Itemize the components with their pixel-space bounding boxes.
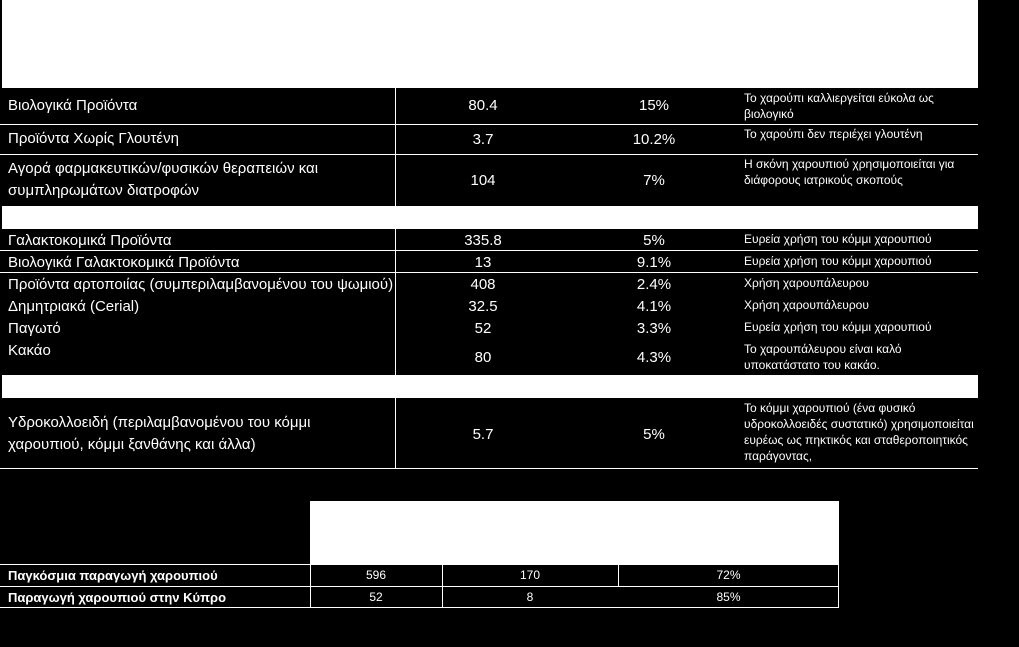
table-cell-note: Το χαρουπάλευρου είναι καλό υποκατάστατο του κακάο. [744, 342, 902, 372]
table-separator-band [2, 206, 978, 229]
production-cell: 596 [365, 568, 387, 582]
production-cell: 72% [716, 568, 741, 582]
table-cell-growth: 4.3% [636, 349, 672, 366]
table-header-band [2, 0, 978, 88]
table-cell-value: 5.7 [472, 426, 494, 443]
production-cell: 170 [519, 568, 541, 582]
table-cell-growth: 15% [638, 97, 670, 114]
table-cell-product: Βιολογικά Γαλακτοκομικά Προϊόντα [8, 254, 240, 271]
table-group-2 [0, 229, 978, 375]
table-cell-product: Προϊόντα αρτοποιίας (συμπεριλαμβανομένου του ψωμιού) [8, 276, 394, 293]
production-row-label: Παραγωγή χαρουπιού στην Κύπρο [8, 590, 227, 605]
table-cell-note: Ευρεία χρήση του κόμμι χαρουπιού [744, 320, 932, 334]
table-cell-growth: 5% [643, 426, 665, 443]
table-cell-product: Γαλακτοκομικά Προϊόντα [8, 232, 172, 249]
table-cell-note: Το κόμμι χαρουπιού (ένα φυσικό υδροκολλοειδές συστατικό) χρησιμοποιείται ευρέως ως πηκτικός και σταθεροποιητικός παράγοντας, [744, 401, 974, 463]
table-cell-product: Κακάο [8, 342, 51, 359]
table-cell-note: Χρήση χαρουπάλευρου [744, 276, 869, 290]
table-cell-value: 52 [474, 320, 492, 337]
table-cell-product: Αγορά φαρμακευτικών/φυσικών θεραπειών και συμπληρωμάτων διατροφών [8, 160, 319, 199]
table-cell-product: Υδροκολλοειδή (περιλαμβανομένου του κόμμι χαρουπιού, κόμμι ξανθάνης και άλλα) [8, 414, 311, 453]
table-cell-value: 13 [474, 254, 492, 271]
table-cell-note: Το χαρούπι καλλιεργείται εύκολα ως βιολογικό [744, 91, 934, 121]
table-cell-value: 104 [470, 172, 496, 189]
table-cell-product: Δημητριακά (Cerial) [8, 298, 140, 315]
table-cell-value: 335.8 [464, 232, 502, 249]
table-cell-value: 80 [474, 349, 492, 366]
table-cell-note: Ευρεία χρήση του κόμμι χαρουπιού [744, 254, 932, 268]
table-cell-growth: 4.1% [636, 298, 672, 315]
table-cell-value: 80.4 [468, 97, 498, 114]
table-cell-note: Η σκόνη χαρουπιού χρησιμοποιείται για διάφορους ιατρικούς σκοπούς [744, 157, 955, 187]
table-separator-band [2, 375, 978, 398]
table-cell-growth: 9.1% [636, 254, 672, 271]
table-cell-product: Προϊόντα Χωρίς Γλουτένη [8, 130, 179, 147]
production-row-label: Παγκόσμια παραγωγή χαρουπιού [8, 568, 218, 583]
table-cell-note: Ευρεία χρήση του κόμμι χαρουπιού [744, 232, 932, 246]
table-cell-product: Παγωτό [8, 320, 61, 337]
table-cell-value: 408 [470, 276, 496, 293]
table-cell-growth: 10.2% [632, 131, 676, 148]
production-table-header [310, 501, 839, 564]
table-cell-growth: 3.3% [636, 320, 672, 337]
table-group-3 [0, 398, 978, 469]
table-cell-value: 32.5 [468, 298, 498, 315]
production-cell: 52 [369, 590, 383, 604]
table-cell-growth: 5% [643, 232, 665, 249]
production-cell: 8 [526, 590, 534, 604]
table-cell-value: 3.7 [472, 131, 494, 148]
production-cell: 85% [716, 590, 741, 604]
table-cell-note: Το χαρούπι δεν περιέχει γλουτένη [744, 127, 923, 141]
table-cell-note: Χρήση χαρουπάλευρου [744, 298, 869, 312]
production-table [0, 564, 839, 608]
table-cell-growth: 2.4% [636, 276, 672, 293]
table-group-1 [0, 88, 978, 206]
table-cell-growth: 7% [643, 172, 665, 189]
table-cell-product: Βιολογικά Προϊόντα [8, 97, 138, 114]
